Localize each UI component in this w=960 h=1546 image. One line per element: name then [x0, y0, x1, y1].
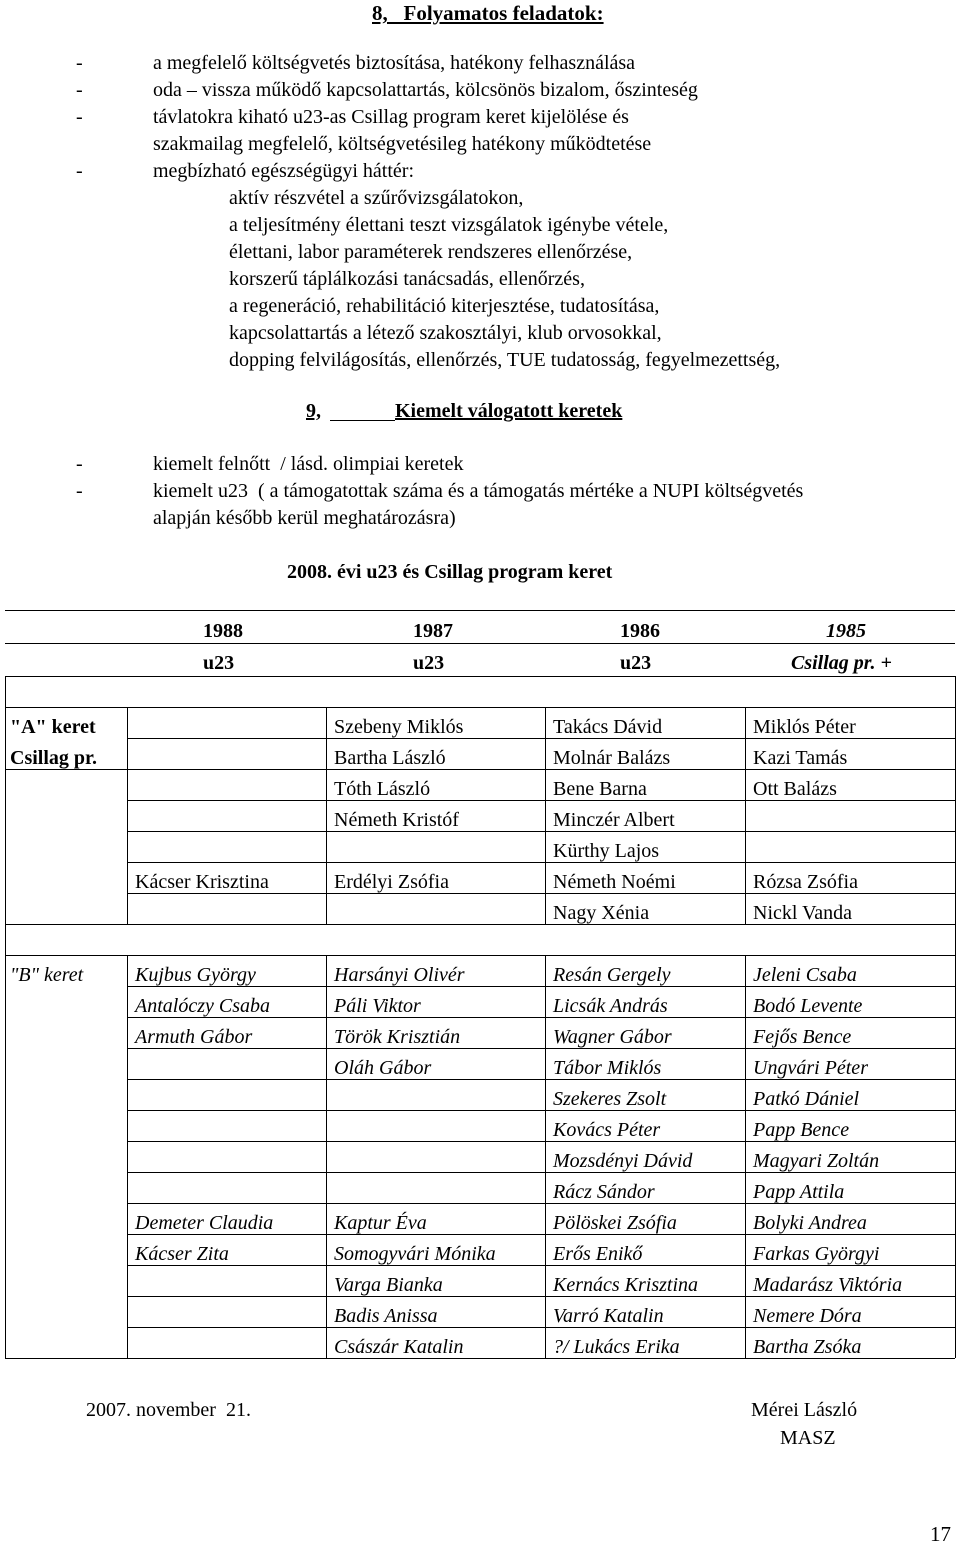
table-rule [5, 924, 955, 925]
table-rule [127, 862, 955, 863]
list-item: kiemelt felnőtt / lásd. olimpiai keretek [153, 453, 464, 475]
name-cell: Kazi Tamás [753, 747, 848, 769]
name-cell: Bodó Levente [753, 995, 863, 1017]
name-cell: Török Krisztián [334, 1026, 461, 1048]
name-cell: Szekeres Zsolt [553, 1088, 667, 1110]
table-rule [5, 643, 955, 644]
table-rule [545, 707, 546, 924]
name-cell: Bolyki Andrea [753, 1212, 867, 1234]
health-subitem: a regeneráció, rehabilitáció kiterjesztése, tudatosítása, [229, 295, 660, 317]
name-cell: Németh Kristóf [334, 809, 459, 831]
health-subitem: kapcsolattartás a létező szakosztályi, klub orvosokkal, [229, 322, 662, 344]
name-cell: Bene Barna [553, 778, 647, 800]
name-cell: Patkó Dániel [753, 1088, 860, 1110]
name-cell: Papp Bence [753, 1119, 850, 1141]
table-rule [127, 1172, 955, 1173]
page-number: 17 [930, 1522, 951, 1546]
section-9-title: Kiemelt válogatott keretek [395, 400, 623, 422]
table-rule [127, 955, 128, 1358]
name-cell: Molnár Balázs [553, 747, 671, 769]
name-cell: Magyari Zoltán [753, 1150, 880, 1172]
name-cell: Nemere Dóra [753, 1305, 862, 1327]
name-cell: Tóth László [334, 778, 431, 800]
name-cell: Rózsa Zsófia [753, 871, 858, 893]
table-rule [326, 707, 327, 924]
name-cell: Antalóczy Csaba [135, 995, 270, 1017]
list-dash: - [76, 160, 83, 182]
list-dash: - [76, 52, 83, 74]
name-cell: Császár Katalin [334, 1336, 464, 1358]
name-cell: Nickl Vanda [753, 902, 853, 924]
name-cell: Madarász Viktória [753, 1274, 903, 1296]
name-cell: Licsák András [553, 995, 668, 1017]
table-rule [545, 955, 546, 1358]
health-subitem: élettani, labor paraméterek rendszeres ellenőrzése, [229, 241, 633, 263]
table-rule [955, 924, 956, 955]
table-rule [5, 707, 955, 708]
table-rule [127, 1234, 955, 1235]
name-cell: Papp Attila [753, 1181, 845, 1203]
name-cell: Jeleni Csaba [753, 964, 857, 986]
table-rule [127, 738, 955, 739]
category-header: Csillag pr. + [791, 652, 892, 674]
year-header: 1986 [620, 620, 660, 642]
name-cell: Kácser Krisztina [135, 871, 269, 893]
name-cell: Szebeny Miklós [334, 716, 464, 738]
csillag-label: Csillag pr. [10, 747, 98, 769]
list-item: szakmailag megfelelő, költségvetésileg hatékony működtetése [153, 133, 652, 155]
list-item: kiemelt u23 ( a támogatottak száma és a támogatás mértéke a NUPI költségvetés [153, 480, 804, 502]
name-cell: Pölöskei Zsófia [553, 1212, 677, 1234]
list-dash: - [76, 480, 83, 502]
name-cell: Oláh Gábor [334, 1057, 432, 1079]
table-rule [5, 769, 127, 770]
name-cell: Erős Enikő [553, 1243, 643, 1265]
table-rule [5, 955, 955, 956]
table-rule [127, 800, 955, 801]
health-subitem: aktív részvétel a szűrővizsgálatokon, [229, 187, 524, 209]
table-rule [5, 924, 6, 955]
year-header: 1985 [826, 620, 866, 642]
name-cell: Kácser Zita [135, 1243, 229, 1265]
name-cell: Somogyvári Mónika [334, 1243, 496, 1265]
table-rule [127, 1265, 955, 1266]
a-keret-label: "A" keret [10, 716, 96, 738]
table-rule [5, 1358, 955, 1359]
table-rule [326, 955, 327, 1358]
name-cell: Kürthy Lajos [553, 840, 660, 862]
list-item: a megfelelő költségvetés biztosítása, hatékony felhasználása [153, 52, 636, 74]
year-header: 1987 [413, 620, 453, 642]
table-rule [127, 986, 955, 987]
table-rule [127, 831, 955, 832]
signer-name: Mérei László [751, 1399, 858, 1421]
table-rule [955, 707, 956, 924]
name-cell: Kovács Péter [553, 1119, 661, 1141]
name-cell: Resán Gergely [553, 964, 671, 986]
category-header: u23 [203, 652, 235, 674]
name-cell: Bartha Zsóka [753, 1336, 862, 1358]
table-rule [127, 769, 955, 770]
table-rule [127, 1110, 955, 1111]
health-subitem: a teljesítmény élettani teszt vizsgálatok igénybe vétele, [229, 214, 669, 236]
table-rule [955, 955, 956, 1358]
health-subitem: dopping felvilágosítás, ellenőrzés, TUE tudatosság, fegyelmezettség, [229, 349, 781, 371]
list-dash: - [76, 106, 83, 128]
table-rule [5, 676, 6, 707]
table-rule [127, 1048, 955, 1049]
table-rule [5, 676, 955, 677]
table-rule [955, 676, 956, 707]
name-cell: Nagy Xénia [553, 902, 650, 924]
table-rule [127, 1017, 955, 1018]
list-item: oda – vissza működő kapcsolattartás, kölcsönös bizalom, őszinteség [153, 79, 698, 101]
category-header: u23 [620, 652, 652, 674]
name-cell: ?/ Lukács Erika [553, 1336, 680, 1358]
list-dash: - [76, 453, 83, 475]
name-cell: Badis Anissa [334, 1305, 438, 1327]
table-rule [5, 955, 6, 1358]
table-rule [127, 1327, 955, 1328]
name-cell: Kernács Krisztina [553, 1274, 699, 1296]
table-rule [5, 610, 955, 611]
table-rule [127, 707, 128, 924]
name-cell: Miklós Péter [753, 716, 856, 738]
section-9-number: 9, [306, 400, 321, 422]
name-cell: Mozsdényi Dávid [553, 1150, 693, 1172]
name-cell: Armuth Gábor [135, 1026, 253, 1048]
table-rule [5, 707, 6, 924]
table-rule [127, 1203, 955, 1204]
table-rule [745, 955, 746, 1358]
name-cell: Ungvári Péter [753, 1057, 868, 1079]
list-item: alapján később kerül meghatározásra) [153, 507, 456, 529]
name-cell: Rácz Sándor [553, 1181, 655, 1203]
name-cell: Farkas Györgyi [753, 1243, 880, 1265]
list-dash: - [76, 79, 83, 101]
table-rule [127, 1079, 955, 1080]
list-item: megbízható egészségügyi háttér: [153, 160, 415, 182]
name-cell: Varga Bianka [334, 1274, 443, 1296]
table-rule [127, 1296, 955, 1297]
name-cell: Tábor Miklós [553, 1057, 662, 1079]
name-cell: Bartha László [334, 747, 446, 769]
program-title: 2008. évi u23 és Csillag program keret [287, 561, 613, 583]
b-keret-label: "B" keret [10, 964, 84, 986]
category-header: u23 [413, 652, 445, 674]
name-cell: Demeter Claudia [135, 1212, 274, 1234]
footer-date: 2007. november 21. [86, 1399, 251, 1421]
year-header: 1988 [203, 620, 243, 642]
name-cell: Wagner Gábor [553, 1026, 672, 1048]
name-cell: Kujbus György [135, 964, 256, 986]
name-cell: Erdélyi Zsófia [334, 871, 449, 893]
table-rule [127, 1141, 955, 1142]
name-cell: Harsányi Olivér [334, 964, 465, 986]
name-cell: Ott Balázs [753, 778, 837, 800]
name-cell: Varró Katalin [553, 1305, 664, 1327]
name-cell: Minczér Albert [553, 809, 675, 831]
health-subitem: korszerű táplálkozási tanácsadás, ellenőrzés, [229, 268, 585, 290]
name-cell: Kaptur Éva [334, 1212, 427, 1234]
section-8-title: 8, Folyamatos feladatok: [372, 1, 604, 25]
signer-org: MASZ [780, 1427, 836, 1449]
name-cell: Németh Noémi [553, 871, 676, 893]
name-cell: Páli Viktor [334, 995, 421, 1017]
name-cell: Fejős Bence [753, 1026, 852, 1048]
list-item: távlatokra kiható u23-as Csillag program keret kijelölése és [153, 106, 629, 128]
name-cell: Takács Dávid [553, 716, 663, 738]
table-rule [745, 707, 746, 924]
table-rule [127, 893, 955, 894]
